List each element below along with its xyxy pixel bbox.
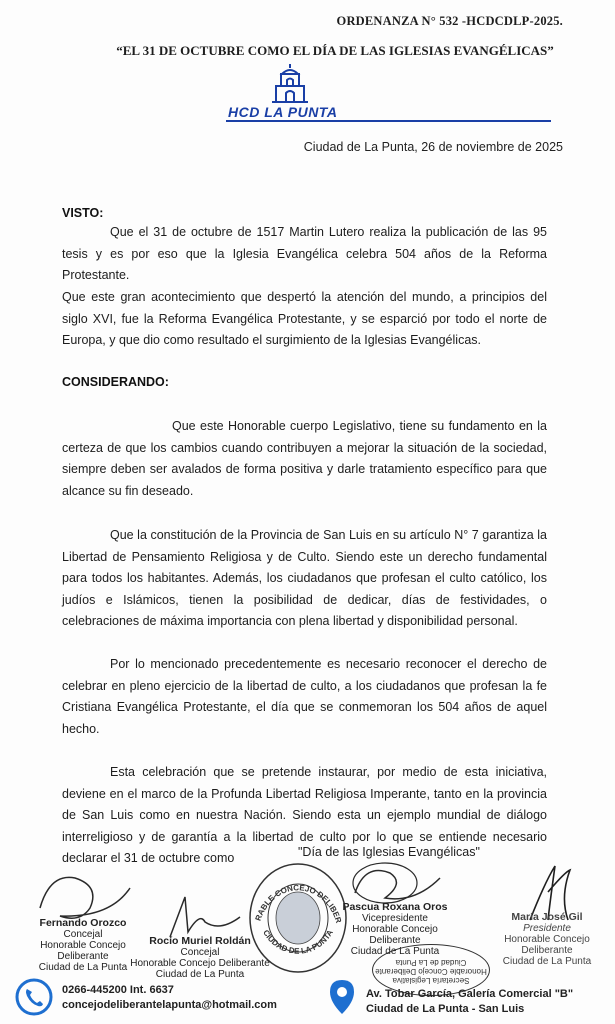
- logo-text: HCD LA PUNTA: [228, 104, 338, 120]
- signer-role-1: Concejal: [63, 929, 103, 940]
- considerando-paragraph-4: Esta celebración que se pretende instaurar, por medio de esta iniciativa, deviene en el marco de la Profunda Libertad Religiosa Imperante, tanto en la provincia de San Luis como en nuestra Nación. Siendo esta un ejemplo mundial de diálogo interreligioso y de garantía a la libertad de culto por lo que se entiende necesario declarar el 31 de octubre como: [62, 765, 547, 865]
- signer-role-3: Vicepresidente: [362, 913, 428, 924]
- signer-org-1: Honorable Concejo Deliberante: [40, 940, 126, 962]
- stamp-line-2: Honorable Concejo Deliberante: [375, 967, 487, 976]
- signer-city-4: Ciudad de La Punta: [502, 956, 592, 967]
- considerando-paragraph-1: Que este Honorable cuerpo Legislativo, tiene su fundamento en la certeza de que los cambios cuando contribuyen a mejorar la situación de la sociedad, siempre deben ser avalados de forma positiva y darle tratamiento específico para que alcance su fin deseado.: [62, 419, 547, 498]
- signer-city-2: Ciudad de La Punta: [155, 969, 245, 980]
- ordinance-number: ORDENANZA N° 532 -HCDCDLP-2025.: [336, 14, 563, 28]
- location-pin-icon: [328, 978, 356, 1021]
- council-seal: [246, 858, 350, 981]
- footer-address-2: Ciudad de La Punta - San Luis: [366, 1003, 525, 1015]
- stamp-line-1: Secretaría Legislativa: [392, 976, 470, 985]
- considerando-paragraph-3: Por lo mencionado precedentemente es necesario reconocer el derecho de celebrar en pleno ejercicio de la libertad de culto, a los ciudadanos que profesan la fe Cristiana Evangélica Protestante, el día que se conmemoran los 504 años de aquel hecho.: [62, 657, 547, 736]
- signer-city-3: Ciudad de La Punta: [350, 946, 440, 957]
- phone-icon: [14, 977, 54, 1022]
- signer-org-3: Honorable Concejo Deliberante: [352, 924, 438, 946]
- signature-block-1: [28, 918, 138, 973]
- signature-block-4: [488, 912, 606, 967]
- footer-phone: 0266-445200 Int. 6637: [62, 984, 174, 996]
- signer-name-4: María José Gil: [511, 911, 583, 923]
- signer-org-4: Honorable Concejo Deliberante: [504, 934, 590, 956]
- stamp-line-3: Ciudad de La Punta: [395, 958, 467, 967]
- place-date: Ciudad de La Punta, 26 de noviembre de 2025: [303, 140, 563, 154]
- signer-role-4: Presidente: [523, 923, 571, 934]
- dia-quote: "Día de las Iglesias Evangélicas": [298, 845, 480, 859]
- visto-paragraph-2: Que este gran acontecimiento que despertó la atención del mundo, a principios del siglo XVI, fue la Reforma Evangélica Protestante, y se esparció por todo el norte de Europa, y que dio como resultado el surgimiento de la Iglesias Evangélicas.: [62, 290, 547, 347]
- considerando-paragraph-2: Que la constitución de la Provincia de San Luis en su artículo N° 7 garantiza la Libertad de Pensamiento Religiosa y de Culto. Siendo este un derecho fundamental para todos los habitantes. Además, los ciudadanos que profesan el culto católico, los judíos e Islámicos, tienen la posibilidad de dedicar, días de festividades, o celebraciones de máxima importancia con plena libertad y disponibilidad personal.: [62, 528, 547, 628]
- footer-email[interactable]: concejodeliberantelapunta@hotmail.com: [62, 999, 277, 1011]
- seal-bottom-text: CIUDAD DE LA PUNTA: [261, 928, 335, 956]
- signer-org-2: Honorable Concejo Deliberante: [130, 958, 270, 969]
- seal-top-text: RABLE CONCEJO DELIBER: [253, 883, 344, 925]
- ordinance-title: “EL 31 DE OCTUBRE COMO EL DÍA DE LAS IGLESIAS EVANGÉLICAS”: [116, 43, 554, 58]
- signer-name-3: Pascua Roxana Oros: [342, 901, 448, 913]
- signer-role-2: Concejal: [180, 947, 220, 958]
- church-tower-icon: [270, 62, 310, 109]
- signer-city-1: Ciudad de La Punta: [38, 962, 128, 973]
- footer-address-1: Av. Tobar García, Galería Comercial "B": [366, 988, 574, 1000]
- considerando-heading: CONSIDERANDO:: [62, 375, 169, 389]
- signer-name-1: Fernando Orozco: [39, 917, 127, 929]
- visto-heading: VISTO:: [62, 206, 104, 220]
- header-divider: [226, 120, 551, 122]
- visto-paragraph-1: Que el 31 de octubre de 1517 Martin Lutero realiza la publicación de las 95 tesis y es por eso que la Iglesia Evangélica celebra 504 años de la Reforma Protestante.: [62, 225, 547, 282]
- signer-name-2: Rocío Muriel Roldán: [149, 935, 251, 947]
